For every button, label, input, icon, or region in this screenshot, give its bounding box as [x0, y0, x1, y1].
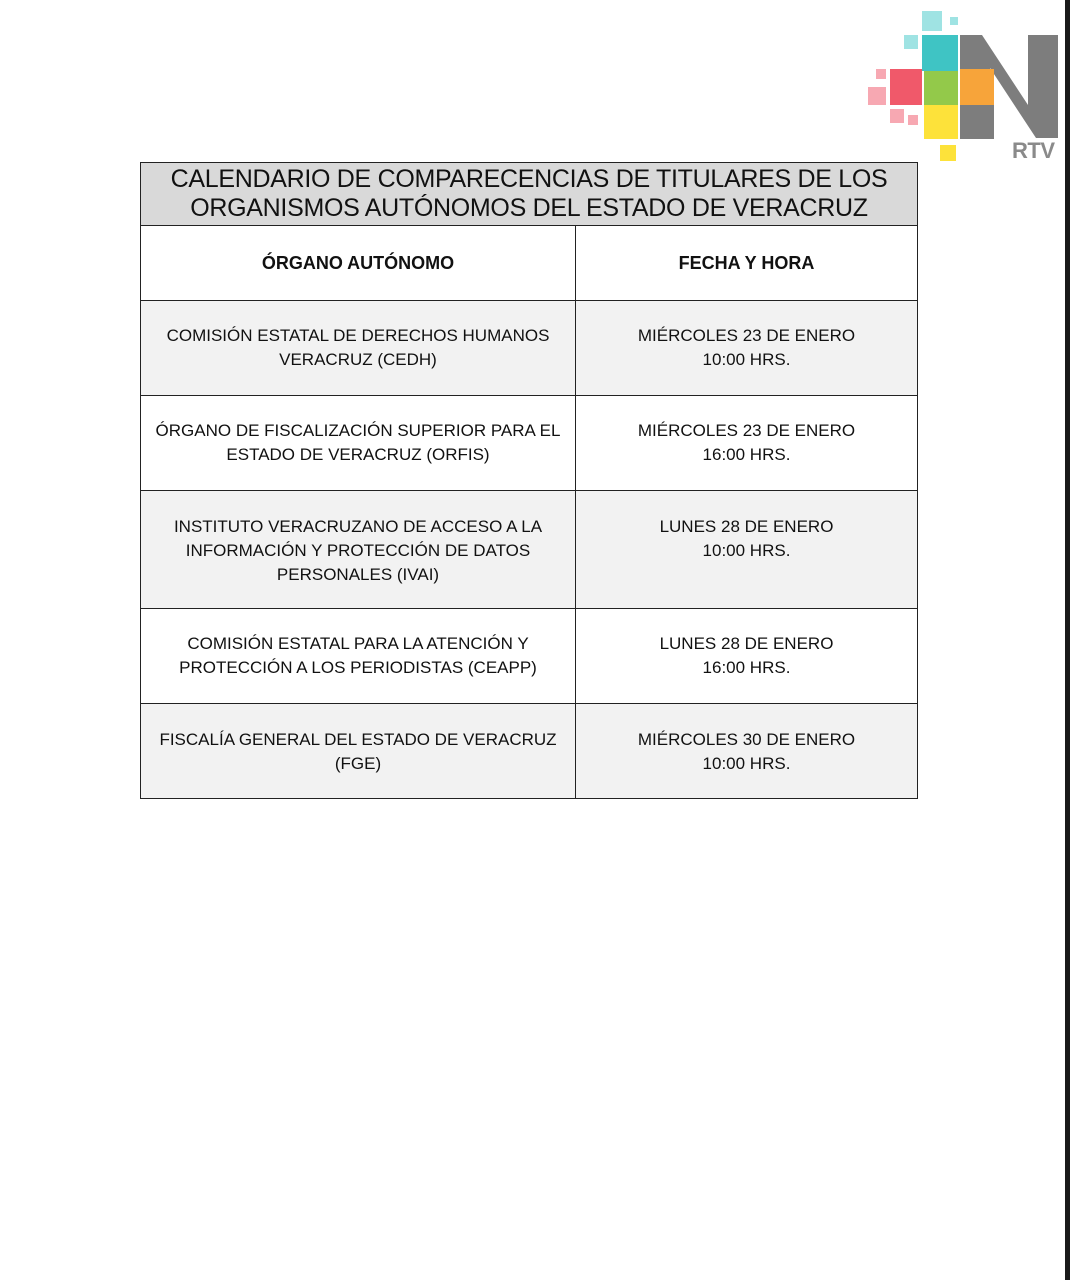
pixel-square	[876, 69, 886, 79]
organ-line: COMISIÓN ESTATAL DE DERECHOS HUMANOS	[166, 326, 550, 345]
table-row	[141, 609, 918, 704]
organ-line: PERSONALES (IVAI)	[276, 565, 440, 584]
pixel-square	[922, 35, 958, 71]
organ-line: ÓRGANO DE FISCALIZACIÓN SUPERIOR PARA EL	[155, 421, 561, 440]
date-cell	[576, 491, 918, 609]
table-row	[141, 491, 918, 609]
pixel-square	[890, 109, 904, 123]
title-line: CALENDARIO DE COMPARECENCIAS DE TITULARES DE LOS	[170, 165, 888, 193]
time-text: 16:00 HRS.	[702, 445, 791, 464]
organ-line: INSTITUTO VERACRUZANO DE ACCESO A LA	[173, 517, 543, 536]
pixel-square	[908, 115, 918, 125]
pixel-square	[868, 87, 886, 105]
date-text: MIÉRCOLES 30 DE ENERO	[637, 730, 856, 749]
table-row	[141, 396, 918, 491]
date-text: MIÉRCOLES 23 DE ENERO	[637, 326, 856, 345]
column-header-organ: ÓRGANO AUTÓNOMO	[141, 226, 576, 301]
date-text: LUNES 28 DE ENERO	[659, 634, 834, 653]
pixel-square	[890, 69, 922, 105]
title-line: ORGANISMOS AUTÓNOMOS DEL ESTADO DE VERACRUZ	[190, 194, 868, 222]
pixel-square	[960, 105, 994, 139]
date-cell	[576, 609, 918, 704]
date-cell	[576, 704, 918, 799]
time-text: 16:00 HRS.	[702, 658, 791, 677]
rtv-logo-icon	[860, 5, 1065, 170]
time-text: 10:00 HRS.	[702, 541, 791, 560]
organ-line: PROTECCIÓN A LOS PERIODISTAS (CEAPP)	[179, 658, 537, 677]
page-edge	[1065, 0, 1070, 1280]
pixel-square	[950, 17, 958, 25]
organ-line: INFORMACIÓN Y PROTECCIÓN DE DATOS	[185, 541, 531, 560]
organ-cell	[141, 704, 576, 799]
time-text: 10:00 HRS.	[702, 350, 791, 369]
organ-line: COMISIÓN ESTATAL PARA LA ATENCIÓN Y	[187, 634, 529, 653]
pixel-square	[924, 71, 958, 105]
date-cell	[576, 301, 918, 396]
time-text: 10:00 HRS.	[702, 754, 791, 773]
pixel-square	[922, 11, 942, 31]
document-title	[141, 163, 918, 226]
organ-cell	[141, 396, 576, 491]
pixel-square	[960, 69, 994, 105]
date-text: MIÉRCOLES 23 DE ENERO	[637, 421, 856, 440]
organ-line: ESTADO DE VERACRUZ (ORFIS)	[226, 445, 490, 464]
title-row	[141, 163, 918, 226]
organ-line: FISCALÍA GENERAL DEL ESTADO DE VERACRUZ (FGE)	[159, 730, 557, 773]
organ-cell	[141, 491, 576, 609]
organ-line: VERACRUZ (CEDH)	[279, 350, 437, 369]
pixel-square	[904, 35, 918, 49]
column-header-date: FECHA Y HORA	[576, 226, 918, 301]
logo-text: RTV	[1012, 138, 1055, 163]
organ-cell	[141, 301, 576, 396]
date-cell	[576, 396, 918, 491]
pixel-square	[924, 105, 958, 139]
header-row	[141, 226, 918, 301]
pixel-square	[940, 145, 956, 161]
date-text: LUNES 28 DE ENERO	[659, 517, 834, 536]
table-row	[141, 301, 918, 396]
organ-cell	[141, 609, 576, 704]
schedule-table	[140, 162, 918, 799]
table-row	[141, 704, 918, 799]
